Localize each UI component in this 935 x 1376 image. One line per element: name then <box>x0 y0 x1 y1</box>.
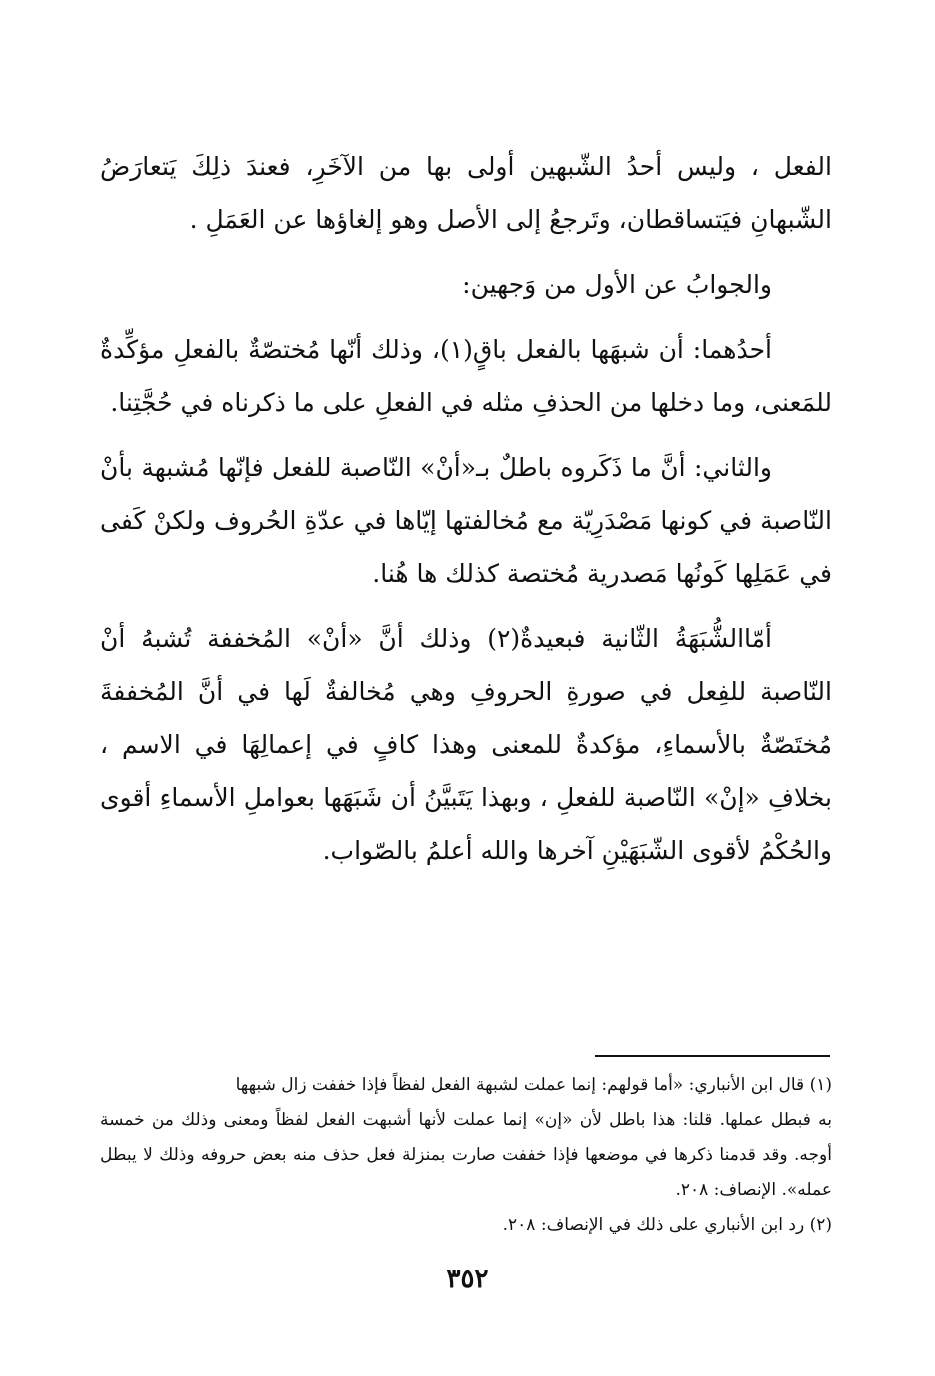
page-number: ٣٥٢ <box>446 1264 489 1294</box>
footnote-1-marker: (١) <box>809 1075 832 1095</box>
footnote-1-text-start: قال ابن الأنباري: «أما قولهم: إنما عملت لشبهة الفعل لفظاً فإذا خففت زال شبهها <box>235 1075 805 1095</box>
paragraph-2: والجوابُ عن الأول من وَجهين: <box>462 270 772 299</box>
paragraph-5: أمّاالشُّبَهَةُ الثّانية فبعيدةٌ(٢) وذلك أنَّ «أنْ» المُخففة تُشبهُ أنْ النّاصبة للفِعل في صورةِ الحروفِ وهي مُخالفةٌ لَها في أنَّ المُخففةَ مُختَصّةٌ بالأسماءِ، مؤكدةٌ للمعنى وهذا كافٍ في إعمالِهَا في الاسم ، بخلافِ «إنْ» النّاصبة للفعلِ ، وبهذا يَتَبيَّنُ أن شَبَهَها بعواملِ الأسماءِ أقوى والحُكْمُ لأقوى الشّبَهَيْنِ آخرها والله أعلمُ بالصّواب. <box>100 624 833 865</box>
footnote-1-first-line <box>100 1068 832 1103</box>
footnote-divider <box>595 1055 830 1057</box>
paragraph-1: الفعل ، وليس أحدُ الشّبهين أولى بها من الآخَرِ، فعندَ ذلِكَ يَتعارَضُ الشّبهانِ فيَتساقطان، وتَرجعُ إلى الأصل وهو إلغاؤها عن العَمَلِ . <box>100 152 832 234</box>
footnote-2 <box>100 1208 832 1243</box>
paragraph-4: والثاني: أنَّ ما ذَكَروه باطلٌ بـ«أنْ» النّاصبة للفعل فإنّها مُشبهة بأنْ النّاصبة في كونها مَصْدَرِيّة مع مُخالفتها إيّاها في عدّةِ الحُروف ولكنْ كَفى في عَمَلِها كَونُها مَصدرية مُختصة كذلك ها هُنا. <box>100 453 832 588</box>
footnote-1-continuation: به فبطل عملها. قلنا: هذا باطل لأن «إن» إنما عملت لأنها أشبهت الفعل لفظاً ومعنى وذلك من خمسة أوجه. وقد قدمنا ذكرها في موضعها فإذا خففت صارت بمنزلة فعل حذف منه بعض حروفه وذلك لا يبطل عمله». الإنصاف: ٢٠٨. <box>100 1110 832 1200</box>
paragraph-3: أحدُهما: أن شبهَها بالفعل باقٍ(١)، وذلك أنّها مُختصّةٌ بالفعلِ مؤكِّدةٌ للمَعنى، وما دخلها من الحذفِ مثله في الفعلِ على ما ذكرناه في حُجَّتِنا. <box>100 335 832 417</box>
footnotes-block <box>100 1068 832 1243</box>
main-text-block <box>100 140 832 877</box>
footnote-2-marker: (٢) <box>809 1215 832 1235</box>
footnote-2-text: رد ابن الأنباري على ذلك في الإنصاف: ٢٠٨. <box>502 1215 805 1235</box>
